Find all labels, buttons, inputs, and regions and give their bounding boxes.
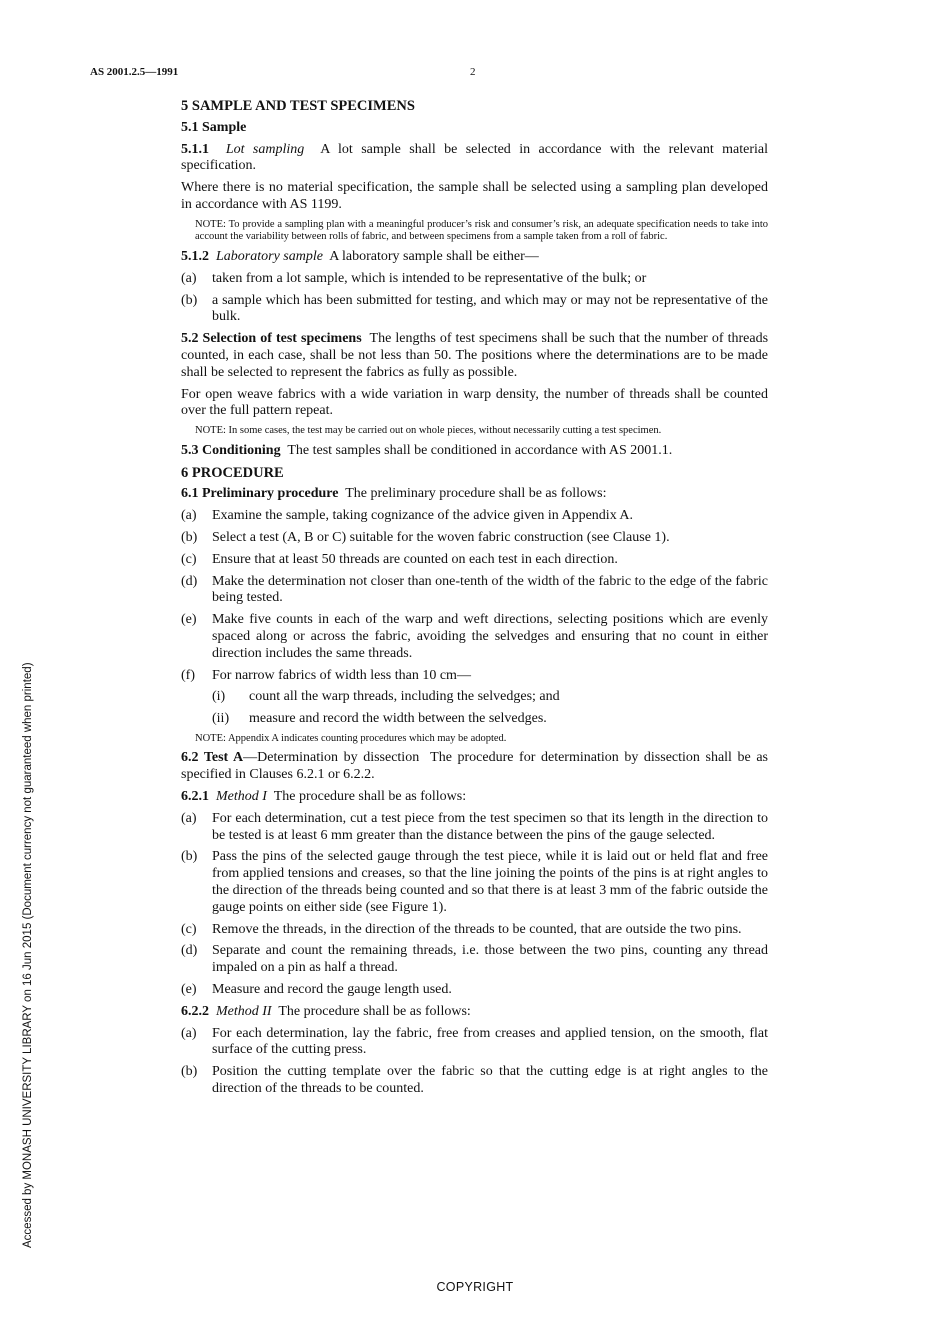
clause-title: Laboratory sample (216, 248, 323, 264)
clause-title: Method II (216, 1003, 272, 1019)
section-6-heading: 6 PROCEDURE (181, 464, 284, 481)
clause-5-2-para2: For open weave fabrics with a wide variation in warp density, the number of threads shall be counted over the full pattern repeat. (181, 386, 768, 419)
list-label: (d) (181, 943, 198, 959)
list-item (181, 849, 768, 916)
list-text: Ensure that at least 50 threads are counted on each test in each direction. (212, 551, 618, 567)
clause-text: A lot sample shall be selected in accordance with the relevant material specification. (181, 141, 769, 174)
list-text: count all the warp threads, including the selvedges; and (249, 689, 560, 705)
clause-title: 5.2 Selection of test specimens (181, 331, 362, 347)
list-text: For each determination, cut a test piece from the test specimen so that its length in the direction to be tested is at least 6 mm greater than the distance between the pins of the gauge selected. (212, 810, 768, 843)
list-label: (b) (181, 529, 198, 545)
sub-list-item (212, 689, 768, 706)
list-item (181, 552, 768, 569)
list-label: (ii) (212, 711, 230, 727)
list-item (181, 530, 768, 547)
note-appendix-a: NOTE: Appendix A indicates counting procedures which may be adopted. (195, 732, 507, 744)
list-item (181, 612, 768, 662)
list-text: For narrow fabrics of width less than 10 cm— (212, 667, 471, 683)
copyright-footer: COPYRIGHT (436, 1280, 514, 1294)
list-label: (e) (181, 612, 197, 628)
list-item (181, 943, 768, 977)
list-label: (b) (181, 292, 198, 308)
clause-text: The lengths of test specimens shall be such that the number of threads counted, in each case, shall be not less than 50. The positions where the determinations are to be made shall be selected to represent the fabrics as fully as possible. (181, 331, 769, 380)
list-item (181, 293, 768, 327)
list-label: (f) (181, 667, 195, 683)
list-label: (a) (181, 810, 197, 826)
list-label: (d) (181, 573, 198, 589)
clause-5-1-1 (181, 142, 768, 176)
clause-6-1 (181, 486, 768, 503)
note-whole-pieces: NOTE: In some cases, the test may be carried out on whole pieces, without necessarily cutting a test specimen. (195, 425, 662, 437)
list-item (181, 508, 768, 525)
clause-text: The preliminary procedure shall be as follows: (345, 486, 607, 502)
document-code: AS 2001.2.5—1991 (90, 66, 179, 78)
list-text: Remove the threads, in the direction of the threads to be counted, that are outside the two pins. (212, 921, 742, 937)
clause-title: 6.1 Preliminary procedure (181, 486, 339, 502)
list-text: a sample which has been submitted for testing, and which may or may not be representative of the bulk. (212, 292, 768, 325)
clause-6-2-1 (181, 789, 768, 806)
list-text: Separate and count the remaining threads, i.e. those between the two pins, counting any thread impaled on a pin as half a thread. (212, 943, 768, 976)
clause-5-1-2 (181, 249, 768, 266)
section-5-heading: 5 SAMPLE AND TEST SPECIMENS (181, 98, 415, 114)
list-item (181, 922, 768, 939)
list-item (181, 811, 768, 845)
list-label: (b) (181, 849, 198, 865)
list-text: Select a test (A, B or C) suitable for the woven fabric construction (see Clause 1). (212, 529, 670, 545)
list-label: (e) (181, 982, 197, 998)
list-text: Position the cutting template over the fabric so that the cutting edge is at right angles to the direction of the threads to be counted. (212, 1064, 768, 1097)
clause-5-1-1-para2: Where there is no material specification, the sample shall be selected using a sampling plan developed in accordance with AS 1199. (181, 180, 768, 212)
clause-text: The procedure shall be as follows: (273, 789, 467, 805)
sub-list-item (212, 711, 768, 728)
list-text: Measure and record the gauge length used. (212, 982, 452, 998)
list-item (181, 982, 768, 999)
list-text: Pass the pins of the selected gauge through the test piece, while it is laid out or held flat and free from applied tensions and creases, so that the line joining the points of the pins is at right angles to the direction of the threads being counted and so that there is at least 3 mm of the fabric outside the gauge points on either side (see Figure 1). (212, 849, 768, 915)
access-watermark: Accessed by MONASH UNIVERSITY LIBRARY on 16 Jun 2015 (Document currency not guaranteed when printed) (22, 662, 34, 1248)
list-text: Make the determination not closer than one-tenth of the width of the fabric to the edge of the fabric being tested. (212, 573, 768, 606)
list-text: Make five counts in each of the warp and weft directions, selecting positions which are evenly spaced along or across the fabric, avoiding the selvedges and ensuring that no count in either direction includes the same threads. (212, 612, 768, 661)
clause-6-2-2 (181, 1004, 768, 1021)
clause-5-2 (181, 331, 768, 381)
list-text: Examine the sample, taking cognizance of the advice given in Appendix A. (212, 508, 634, 524)
list-label: (i) (212, 689, 226, 705)
clause-title: Method I (216, 789, 267, 805)
list-text: measure and record the width between the selvedges. (249, 711, 547, 727)
list-text: For each determination, lay the fabric, free from creases and applied tension, on the smooth, flat surface of the cutting press. (212, 1025, 768, 1058)
list-label: (c) (181, 551, 197, 567)
clause-text: The procedure for determination by dissection shall be as specified in Clauses 6.2.1 or 6.2.2. (181, 750, 768, 783)
clause-number: 6.2.2 (181, 1003, 209, 1019)
clause-title: 5.3 Conditioning (181, 442, 281, 458)
list-item (181, 574, 768, 608)
clause-title: Lot sampling (225, 141, 305, 157)
list-label: (a) (181, 508, 197, 524)
list-label: (b) (181, 1064, 198, 1080)
list-item (181, 271, 768, 288)
list-item (181, 1064, 768, 1098)
list-item (181, 1026, 768, 1060)
list-text: taken from a lot sample, which is intended to be representative of the bulk; or (212, 270, 647, 286)
clause-text: The test samples shall be conditioned in accordance with AS 2001.1. (287, 442, 673, 458)
clause-5-3 (181, 443, 768, 460)
list-label: (c) (181, 921, 197, 937)
clause-text: The procedure shall be as follows: (278, 1003, 471, 1019)
clause-text: A laboratory sample shall be either— (329, 248, 539, 264)
clause-number: 5.1.1 (181, 141, 209, 157)
list-item (181, 668, 768, 685)
note-sampling-plan: NOTE: To provide a sampling plan with a meaningful producer’s risk and consumer’s risk, an adequate specification needs to take into account the variability between rolls of fabric, and between specimens from a sample taken from a roll of fabric. (195, 218, 768, 243)
clause-title: 6.2 Test A (181, 750, 244, 766)
list-label: (a) (181, 1025, 197, 1041)
section-5-1-heading: 5.1 Sample (181, 119, 247, 135)
clause-number: 5.1.2 (181, 248, 209, 264)
clause-subtitle: —Determination by dissection (243, 750, 420, 766)
list-label: (a) (181, 270, 197, 286)
clause-6-2 (181, 750, 768, 784)
clause-number: 6.2.1 (181, 789, 209, 805)
page-number: 2 (470, 66, 476, 78)
document-body (181, 98, 768, 1103)
